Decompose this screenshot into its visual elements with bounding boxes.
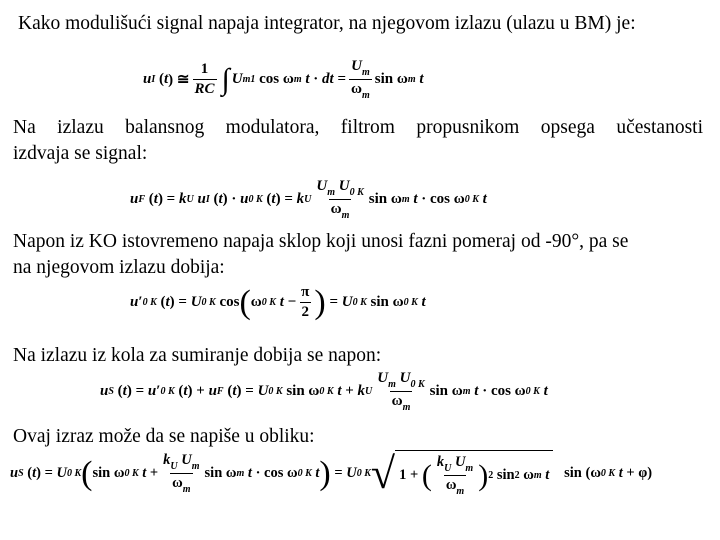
equation-final-form: u S ( t ) = U 0 K ( sin ω 0 K t + $\frac{k_U U_m}{\omega_m}$ sin ω m t · cos ω 0 K t ) = U 0 K √ 1 + ( $\frac{k_U U_m}{\omega_m}$ ) 2 sin 2 ω m t sin (ω 0 K t + φ) [10,448,653,498]
text-line: na njegovom izlazu dobija: [13,257,225,278]
paragraph-balanced-modulator [13,115,703,167]
paragraph-summing: Na izlazu iz kola za sumiranje dobija se napon: [13,345,382,366]
text-line: izdvaja se signal: [13,143,148,164]
paragraph-final-form: Ovaj izraz može da se napiše u obliku: [13,426,315,447]
equation-phase-shifted: u ′ 0 K ( t ) = U 0 K cos ( ω 0 K t − $\frac{\pi}{2}$ ) = U 0 K sin ω 0 K t [130,283,426,321]
paragraph-phase-shift [13,229,628,281]
equation-integrator-output: u I ( t ) ≅ $\frac{1}{RC}$ ∫ U m1 cos ω m t · dt = $\frac{U_m}{\omega_m}$ sin ω m t [143,58,424,101]
text-line: Na izlazu balansnog modulatora, filtrom propusnikom opsega učestanosti [13,117,703,138]
paragraph-integrator: Kako modulišući signal napaja integrator, na njegovom izlazu (ulazu u BM) je: [18,13,636,34]
equation-summing-output: u S ( t ) = u ′ 0 K ( t ) + u F ( t ) = U 0 K sin ω 0 K t + k U $\frac{U_m U_{0 K}}{\omega_m}$ sin ω m t · cos ω 0 K t [100,370,548,413]
equation-filter-output: u F ( t ) = k U u I ( t ) · u 0 K ( t ) = k U $\frac{U_m U_{0 K}}{\omega_m}$ sin ω m t · cos ω 0 K t [130,178,487,221]
text-line: Napon iz KO istovremeno napaja sklop koji unosi fazni pomeraj od -90°, pa se [13,231,629,252]
